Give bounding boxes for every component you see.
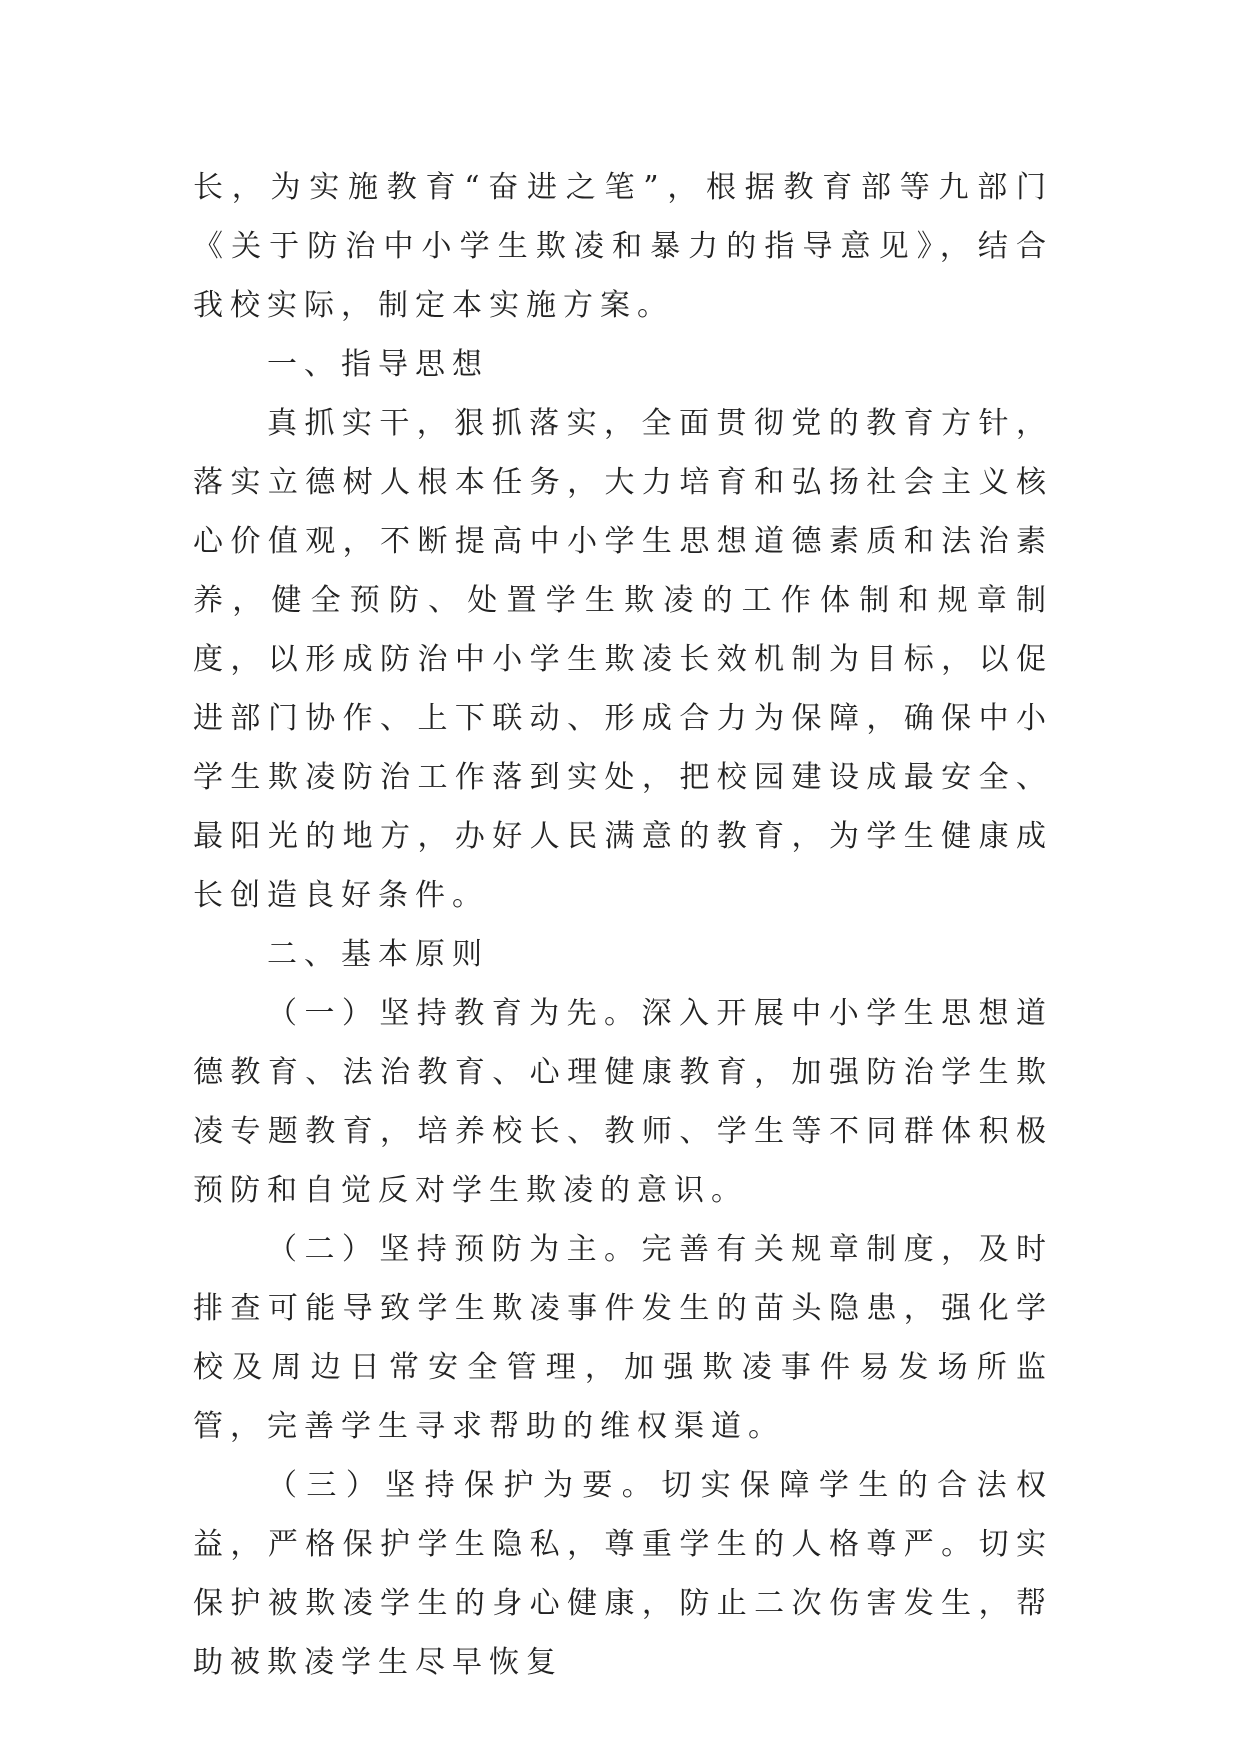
paragraph-guiding-ideology: 真抓实干，狠抓落实，全面贯彻党的教育方针，落实立德树人根本任务，大力培育和弘扬社会主义核心价值观，不断提高中小学生思想道德素质和法治素养，健全预防、处置学生欺凌的工作体制和规章制度，以形成防治中小学生欺凌长效机制为目标，以促进部门协作、上下联动、形成合力为保障，确保中小学生欺凌防治工作落到实处，把校园建设成最安全、最阳光的地方，办好人民满意的教育，为学生健康成长创造良好条件。 <box>193 406 1053 913</box>
paragraph-principle-education: （一）坚持教育为先。深入开展中小学生思想道德教育、法治教育、心理健康教育，加强防治学生欺凌专题教育，培养校长、教师、学生等不同群体积极预防和自觉反对学生欺凌的意识。 <box>193 996 1053 1208</box>
paragraph-continuation: 长，为实施教育“奋进之笔”，根据教育部等九部门《关于防治中小学生欺凌和暴力的指导意见》，结合我校实际，制定本实施方案。 <box>193 170 1053 323</box>
document-body <box>193 158 1053 1692</box>
paragraph-principle-prevention: （二）坚持预防为主。完善有关规章制度，及时排查可能导致学生欺凌事件发生的苗头隐患，强化学校及周边日常安全管理，加强欺凌事件易发场所监管，完善学生寻求帮助的维权渠道。 <box>193 1232 1053 1444</box>
paragraph-principle-protection: （三）坚持保护为要。切实保障学生的合法权益，严格保护学生隐私，尊重学生的人格尊严。切实保护被欺凌学生的身心健康，防止二次伤害发生，帮助被欺凌学生尽早恢复 <box>193 1468 1053 1680</box>
section-heading-basic-principles: 二、基本原则 <box>267 937 489 972</box>
section-heading-guiding-ideology: 一、指导思想 <box>267 347 489 382</box>
